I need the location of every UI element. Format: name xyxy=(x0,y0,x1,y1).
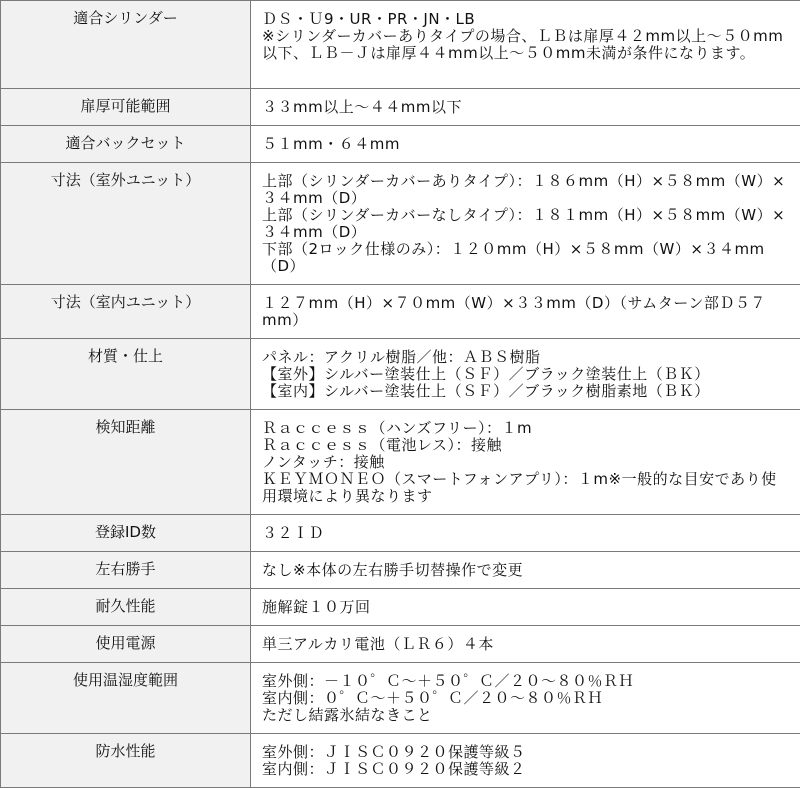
spec-value-line: ただし結露氷結なきこと xyxy=(262,707,788,724)
spec-value-line: 室外側：－１０゜Ｃ～＋５０゜Ｃ／２０～８０％ＲＨ xyxy=(262,673,788,690)
spec-row-backset xyxy=(1,126,800,163)
spec-value xyxy=(251,285,800,339)
spec-value xyxy=(251,515,800,552)
spec-value-line: ノンタッチ：接触 xyxy=(262,454,788,471)
spec-value xyxy=(251,589,800,626)
spec-value-line: 室内側：０゜Ｃ～＋５０゜Ｃ／２０～８０％ＲＨ xyxy=(262,690,788,707)
spec-value-line: ３３mm以上～４４mm以下 xyxy=(262,99,788,116)
spec-value-line: ※シリンダーカバーありタイプの場合、ＬＢは扉厚４２mm以上～５０mm以下、ＬＢ－Ｊは扉厚４４mm以上～５０mm未満が条件になります。 xyxy=(262,28,788,62)
spec-value xyxy=(251,626,800,663)
spec-value-line: 下部（2ロック仕様のみ）：１２０mm（H）×５８mm（W）×３４mm（D） xyxy=(262,241,788,275)
spec-value-line: ５１mm・６４mm xyxy=(262,136,788,153)
spec-row-detection-distance xyxy=(1,410,800,515)
spec-value xyxy=(251,126,800,163)
spec-value-line: 単三アルカリ電池（ＬＲ６）４本 xyxy=(262,636,788,653)
spec-value xyxy=(251,663,800,734)
spec-value-line: 【室内】シルバー塗装仕上（ＳＦ）／ブラック樹脂素地（ＢＫ） xyxy=(262,383,788,400)
spec-label: 材質・仕上 xyxy=(1,339,251,410)
spec-label: 登録ID数 xyxy=(1,515,251,552)
spec-label: 適合バックセット xyxy=(1,126,251,163)
spec-value-line: 室外側：ＪＩＳＣ０９２０保護等級５ xyxy=(262,744,788,761)
spec-label: 耐久性能 xyxy=(1,589,251,626)
spec-label: 寸法（室外ユニット） xyxy=(1,163,251,285)
spec-row-registered-ids xyxy=(1,515,800,552)
spec-label: 使用電源 xyxy=(1,626,251,663)
spec-value-line: 施解錠１０万回 xyxy=(262,599,788,616)
spec-value xyxy=(251,1,800,89)
spec-label: 使用温湿度範囲 xyxy=(1,663,251,734)
spec-value-line: パネル：アクリル樹脂／他：ＡＢＳ樹脂 xyxy=(262,349,788,366)
spec-value xyxy=(251,734,800,788)
spec-label: 扉厚可能範囲 xyxy=(1,89,251,126)
spec-value-line: ＫＥＹＭＯＮＥＯ（スマートフォンアプリ）：１m※一般的な目安であり使用環境により異なります xyxy=(262,471,788,505)
spec-label: 寸法（室内ユニット） xyxy=(1,285,251,339)
spec-row-compatible-cylinder xyxy=(1,1,800,89)
spec-value-line: 室内側：ＪＩＳＣ０９２０保護等級２ xyxy=(262,761,788,778)
spec-label: 防水性能 xyxy=(1,734,251,788)
spec-row-handing xyxy=(1,552,800,589)
spec-row-waterproofing xyxy=(1,734,800,788)
spec-label: 検知距離 xyxy=(1,410,251,515)
spec-row-door-thickness xyxy=(1,89,800,126)
spec-value-line: Ｒａｃｃｅｓｓ（電池レス）：接触 xyxy=(262,437,788,454)
spec-value-line: なし※本体の左右勝手切替操作で変更 xyxy=(262,562,788,579)
spec-row-material-finish xyxy=(1,339,800,410)
spec-value-line: 上部（シリンダーカバーなしタイプ）：１８１mm（H）×５８mm（W）×３４mm（D） xyxy=(262,207,788,241)
spec-value-line: ３２ＩＤ xyxy=(262,525,788,542)
spec-label: 左右勝手 xyxy=(1,552,251,589)
spec-value xyxy=(251,89,800,126)
spec-value-line: 【室外】シルバー塗装仕上（ＳＦ）／ブラック塗装仕上（ＢＫ） xyxy=(262,366,788,383)
spec-row-indoor-dimensions xyxy=(1,285,800,339)
spec-value-line: 上部（シリンダーカバーありタイプ）：１８６mm（H）×５８mm（W）×３４mm（D） xyxy=(262,173,788,207)
spec-row-power-supply xyxy=(1,626,800,663)
spec-value xyxy=(251,339,800,410)
spec-value xyxy=(251,410,800,515)
spec-row-durability xyxy=(1,589,800,626)
spec-value-line: １２７mm（H）×７０mm（W）×３３mm（D）（サムターン部Ｄ５７mm） xyxy=(262,295,788,329)
spec-value-line: ＤＳ・Ｕ9・UR・PR・JN・LB xyxy=(262,11,788,28)
spec-value-line: Ｒａｃｃｅｓｓ（ハンズフリー）：１m xyxy=(262,420,788,437)
spec-value xyxy=(251,163,800,285)
spec-label: 適合シリンダー xyxy=(1,1,251,89)
spec-row-operating-environment xyxy=(1,663,800,734)
spec-value xyxy=(251,552,800,589)
spec-row-outdoor-dimensions xyxy=(1,163,800,285)
